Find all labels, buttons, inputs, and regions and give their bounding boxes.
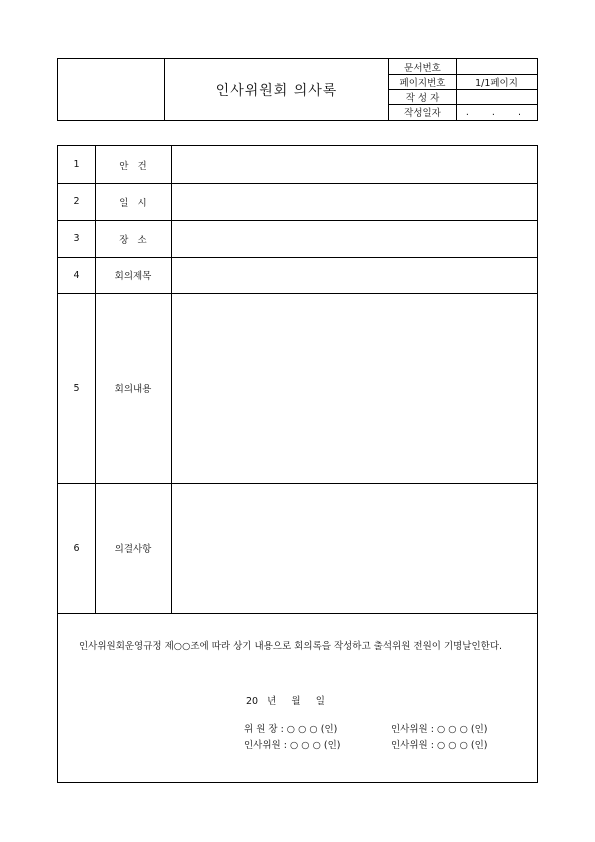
row-label: 장 소	[95, 220, 172, 257]
row-label: 회의내용	[95, 293, 172, 483]
table-row-datetime	[58, 183, 537, 221]
datetime-field[interactable]	[171, 183, 537, 220]
row-number: 1	[58, 146, 96, 183]
closing-statement: 인사위원회운영규정 제○○조에 따라 상기 내용으로 회의록을 작성하고 출석위원 전원이 기명날인한다.	[79, 641, 503, 652]
signing-date: 20 년 월 일	[246, 696, 325, 707]
row-label: 안 건	[95, 146, 172, 183]
agenda-field[interactable]	[171, 146, 537, 183]
meta-label: 문서번호	[389, 59, 457, 74]
row-number: 2	[58, 183, 96, 220]
meta-row-date	[389, 104, 537, 120]
document-meta-table	[388, 59, 537, 120]
table-row-resolutions	[58, 483, 537, 614]
document-header	[57, 58, 538, 121]
signature-member: 인사위원 : ○ ○ ○ (인)	[244, 740, 341, 751]
meta-label: 페이지번호	[389, 74, 457, 89]
row-number: 5	[58, 293, 96, 483]
table-row-meeting-content	[58, 293, 537, 484]
meeting-content-field[interactable]	[171, 293, 537, 483]
author-field[interactable]	[456, 89, 537, 104]
place-field[interactable]	[171, 220, 537, 257]
meta-row-doc-number	[389, 59, 537, 75]
doc-number-field[interactable]	[456, 59, 537, 74]
row-number: 4	[58, 257, 96, 293]
signature-section	[58, 613, 537, 782]
row-number: 3	[58, 220, 96, 257]
minutes-table	[57, 145, 538, 783]
meeting-title-field[interactable]	[171, 257, 537, 293]
meta-label: 작성일자	[389, 104, 457, 120]
signature-member: 인사위원 : ○ ○ ○ (인)	[391, 724, 488, 735]
table-row-agenda	[58, 146, 537, 184]
meta-label: 작 성 자	[389, 89, 457, 104]
logo-area	[58, 59, 165, 120]
table-row-meeting-title	[58, 257, 537, 294]
date-field[interactable]: . . .	[465, 106, 531, 118]
meta-row-author	[389, 89, 537, 105]
row-number: 6	[58, 483, 96, 613]
document-title: 인사위원회 의사록	[215, 82, 338, 99]
page-number-field: 1/1페이지	[475, 77, 518, 89]
table-row-place	[58, 220, 537, 258]
row-label: 의결사항	[95, 483, 172, 613]
resolutions-field[interactable]	[171, 483, 537, 613]
row-label: 회의제목	[95, 257, 172, 293]
row-label: 일 시	[95, 183, 172, 220]
meta-row-page-number	[389, 74, 537, 90]
signature-member: 인사위원 : ○ ○ ○ (인)	[391, 740, 488, 751]
signature-chairman: 위 원 장 : ○ ○ ○ (인)	[244, 724, 338, 735]
